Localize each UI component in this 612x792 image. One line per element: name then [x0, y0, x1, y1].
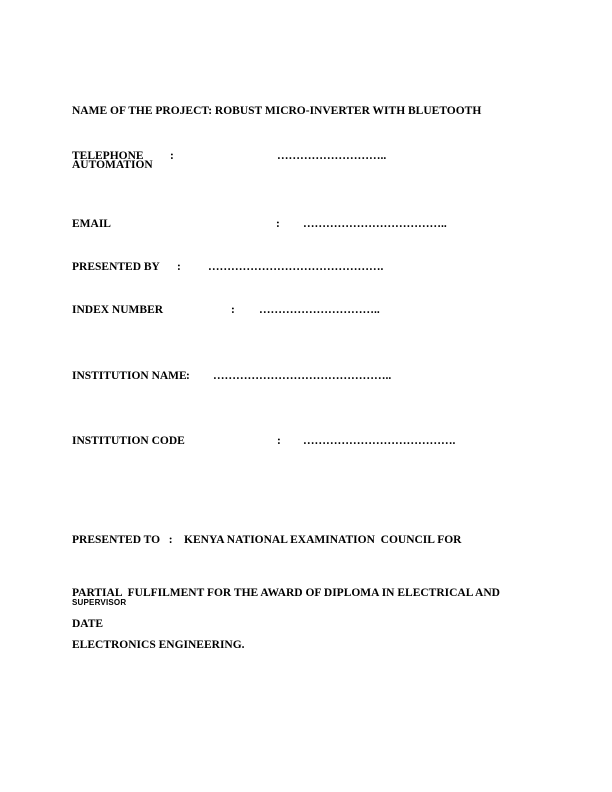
presented-by-colon: :	[177, 261, 181, 273]
presented-to-paragraph	[72, 497, 500, 690]
presented-by-label: PRESENTED BY	[72, 261, 160, 273]
email-colon: :	[276, 218, 280, 230]
index-number-colon: :	[231, 304, 235, 316]
presented-to-line-1: PRESENTED TO : KENYA NATIONAL EXAMINATION COUNCIL FOR	[72, 534, 462, 546]
telephone-label: TELEPHONE	[72, 150, 144, 162]
field-institution-code	[0, 435, 612, 451]
email-label: EMAIL	[72, 218, 111, 230]
index-number-label: INDEX NUMBER	[72, 304, 164, 316]
telephone-dotted-line: ………………………..	[277, 150, 387, 162]
field-email	[0, 218, 612, 234]
field-institution-name	[0, 370, 612, 386]
presented-by-dotted-line: ……………………………………….	[208, 261, 384, 273]
field-index-number	[0, 304, 612, 320]
field-presented-by	[0, 261, 612, 277]
field-telephone	[0, 150, 612, 166]
institution-name-dotted-line: ………………………………………..	[213, 370, 392, 382]
project-title-line-2: AUTOMATION	[72, 159, 153, 171]
project-title-line-1: NAME OF THE PROJECT: ROBUST MICRO-INVERTER WITH BLUETOOTH	[72, 105, 482, 117]
institution-code-dotted-line: ………………………………….	[303, 435, 456, 447]
telephone-colon: :	[170, 150, 174, 162]
institution-code-colon: :	[277, 435, 281, 447]
institution-name-colon: :	[186, 370, 190, 382]
index-number-dotted-line: …………………………..	[259, 304, 380, 316]
presented-to-line-3: ELECTRONICS ENGINEERING.	[72, 639, 245, 651]
date-label: DATE	[72, 618, 104, 630]
institution-name-label: INSTITUTION NAME	[72, 370, 187, 382]
project-title	[72, 66, 481, 210]
email-dotted-line: ………………………………..	[303, 218, 447, 230]
institution-code-label: INSTITUTION CODE	[72, 435, 185, 447]
presented-to-line-2: PARTIAL FULFILMENT FOR THE AWARD OF DIPLOMA IN ELECTRICAL AND	[72, 586, 500, 599]
supervisor-label: SUPERVISOR	[72, 598, 127, 607]
